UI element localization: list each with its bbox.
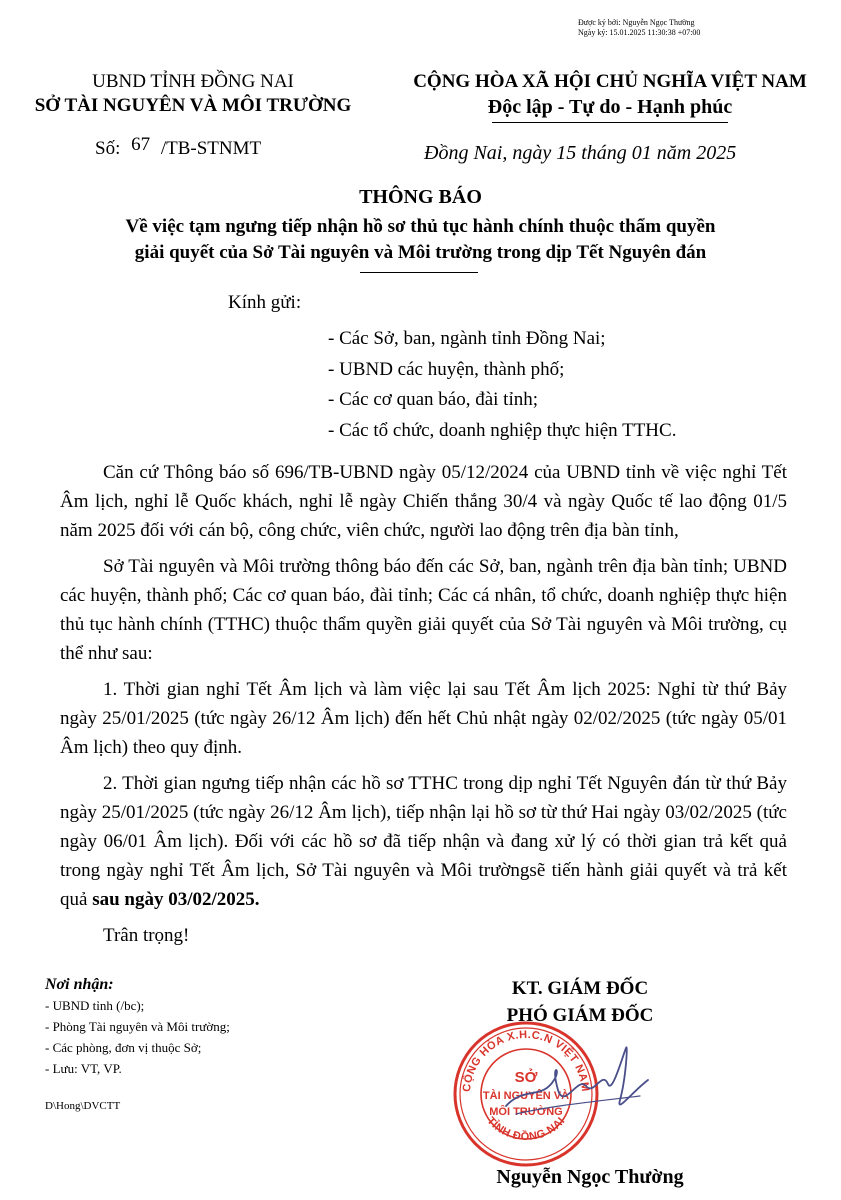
noi-nhan-heading: Nơi nhận: (45, 976, 114, 993)
signature-title-line-2: PHÓ GIÁM ĐỐC (506, 1005, 654, 1026)
seal-center-line-1: SỞ (514, 1069, 538, 1086)
document-body (60, 458, 787, 957)
national-title: CỘNG HÒA XÃ HỘI CHỦ NGHĨA VIỆT NAM (413, 71, 807, 92)
kinh-gui-label: Kính gửi: (228, 292, 302, 313)
seal-center-line-3: MÔI TRƯỜNG (489, 1106, 563, 1118)
body-paragraph-4-text: 2. Thời gian ngưng tiếp nhận các hồ sơ TTHC trong dịp nghỉ Tết Nguyên đán từ thứ Bảy ngày 25/01/2025 (tức ngày 26/12 Âm lịch), tiếp nhận lại hồ sơ từ thứ Hai ngày 03/02/2025 (tức ngày 06/01 Âm lịch). Đối với các hồ sơ đã tiếp nhận và đang xử lý có thời gian trả kết quả trong ngày nghỉ Tết Âm lịch, Sở Tài nguyên và Môi trườngsẽ tiến hành giải quyết và trả kết quả (60, 773, 787, 910)
body-paragraph-1: Căn cứ Thông báo số 696/TB-UBND ngày 05/12/2024 của UBND tỉnh về việc nghỉ Tết Âm lịch, nghỉ lễ Quốc khách, nghỉ lễ ngày Chiến thắng 30/4 và ngày Quốc tế lao động 01/5 năm 2025 đối với cán bộ, công chức, viên chức, người lao động trên địa bàn tỉnh, (60, 462, 787, 541)
recipient-list (328, 324, 676, 446)
body-paragraph-3: 1. Thời gian nghỉ Tết Âm lịch và làm việc lại sau Tết Âm lịch 2025: Nghỉ từ thứ Bảy ngày 25/01/2025 (tức ngày 26/12 Âm lịch) đến hết Chủ nhật ngày 02/02/2025 (tức ngày 05/01 Âm lịch) theo quy định. (60, 679, 787, 758)
agency-name: SỞ TÀI NGUYÊN VÀ MÔI TRƯỜNG (34, 95, 352, 116)
subtitle-line-1: Về việc tạm ngưng tiếp nhận hồ sơ thủ tục hành chính thuộc thẩm quyền (125, 216, 716, 237)
handwritten-signature-icon (498, 1040, 658, 1125)
signer-name: Nguyễn Ngọc Thường (496, 1166, 684, 1188)
signature-title-line-1: KT. GIÁM ĐỐC (511, 978, 649, 999)
noi-nhan-item: - Các phòng, đơn vị thuộc Sở; (45, 1040, 202, 1055)
seal-bottom-text: TỈNH ĐỒNG NAI (484, 1114, 568, 1144)
recipient-item: - Các tổ chức, doanh nghiệp thực hiện TTHC. (328, 419, 677, 441)
noi-nhan-block (45, 975, 375, 1079)
recipient-item: - Các cơ quan báo, đài tỉnh; (328, 389, 539, 410)
document-title: THÔNG BÁO (359, 186, 482, 208)
recipient-item: - Các Sở, ban, ngành tỉnh Đồng Nai; (328, 328, 606, 349)
file-path: D\Hong\DVCTT (45, 1100, 121, 1112)
motto-underline (492, 122, 728, 123)
digital-signature-date: Ngày ký: 15.01.2025 11:30:38 +07:00 (578, 28, 701, 37)
seal-center-line-2: TÀI NGUYÊN VÀ (482, 1090, 570, 1102)
body-paragraph-4 (60, 769, 787, 914)
noi-nhan-item: - Phòng Tài nguyên và Môi trường; (45, 1019, 230, 1034)
subtitle-divider (360, 272, 478, 273)
subtitle-line-2: giải quyết của Sở Tài nguyên và Môi trường trong dịp Tết Nguyên đán (134, 242, 707, 263)
document-number (95, 134, 262, 160)
national-motto: Độc lập - Tự do - Hạnh phúc (487, 96, 733, 118)
document-number-prefix: Số: (95, 138, 121, 159)
body-paragraph-4-bold: sau ngày 03/02/2025. (92, 889, 260, 910)
noi-nhan-item: - Lưu: VT, VP. (45, 1061, 122, 1076)
digital-signature-info (578, 18, 700, 38)
document-number-suffix: /TB-STNMT (160, 138, 262, 159)
agency-parent: UBND TỈNH ĐỒNG NAI (92, 71, 294, 92)
agency-header (18, 70, 368, 118)
body-paragraph-2: Sở Tài nguyên và Môi trường thông báo đến các Sở, ban, ngành trên địa bàn tỉnh; UBND các huyện, thành phố; Các cơ quan báo, đài tỉnh; Các cá nhân, tổ chức, doanh nghiệp thực hiện thủ tục hành chính (TTHC) thuộc thẩm quyền giải quyết của Sở Tài nguyên và Môi trường, cụ thể như sau: (60, 556, 787, 664)
recipient-item: - UBND các huyện, thành phố; (328, 358, 565, 380)
noi-nhan-item: - UBND tỉnh (/bc); (45, 998, 145, 1013)
document-number-value: 67 (131, 134, 151, 155)
body-closing: Trân trọng! (103, 925, 190, 946)
seal-outer-text: CỘNG HÒA X.H.C.N VIỆT NAM (460, 1028, 592, 1093)
national-header (384, 70, 836, 123)
document-subtitle (40, 214, 801, 266)
document-date: Đồng Nai, ngày 15 tháng 01 năm 2025 (424, 142, 737, 164)
digital-signature-signer: Được ký bởi: Nguyễn Ngọc Thường (578, 18, 695, 27)
